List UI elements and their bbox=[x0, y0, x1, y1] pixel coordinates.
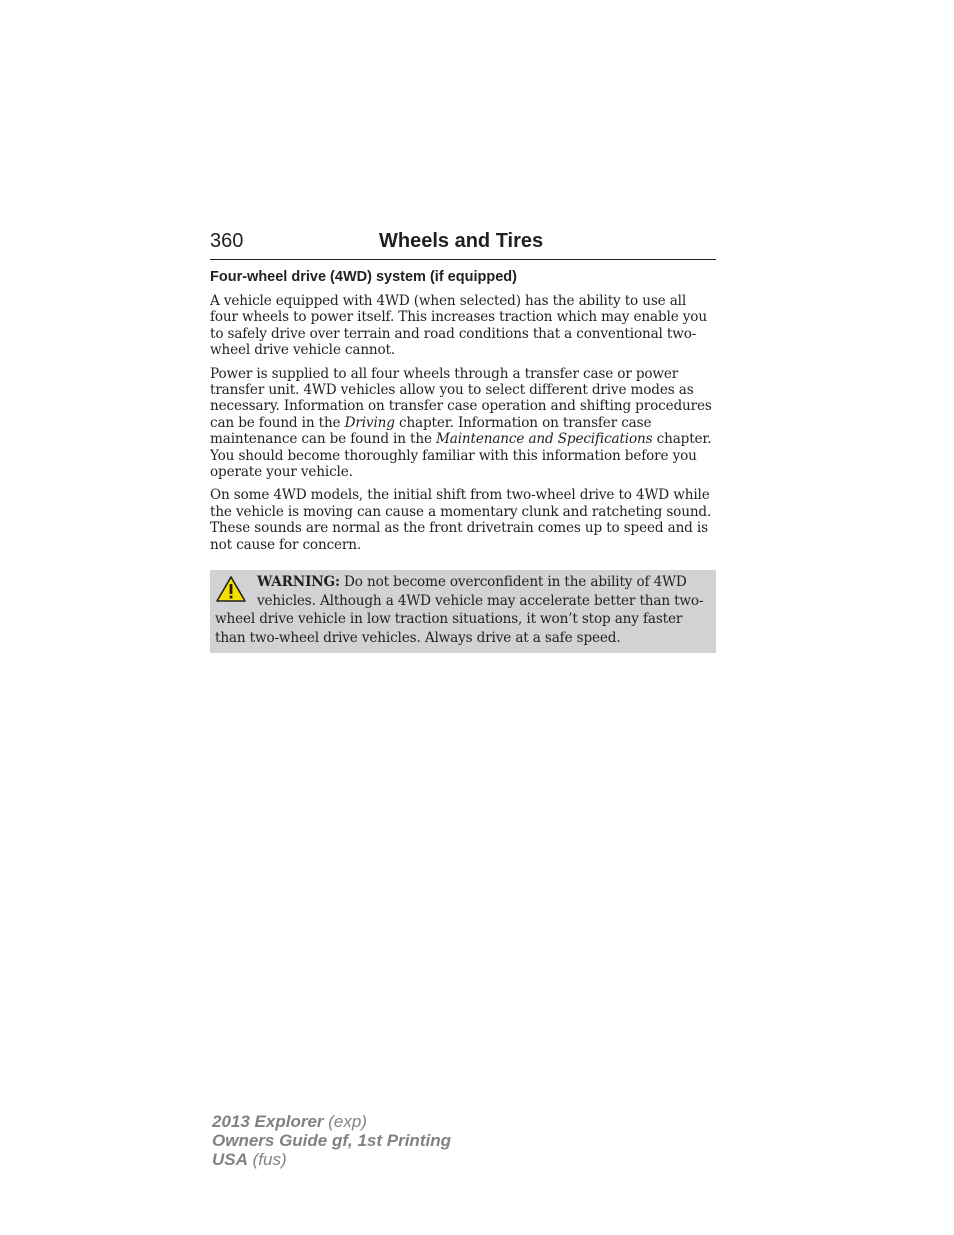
paragraph-2 bbox=[210, 366, 716, 481]
section-heading: Four-wheel drive (4WD) system (if equipped) bbox=[210, 269, 517, 285]
footer-market-code: (fus) bbox=[247, 1150, 287, 1169]
footer-line-2 bbox=[212, 1131, 451, 1150]
warning-text: Do not become overconfident in the ability of 4WD vehicles. Although a 4WD vehicle may accelerate better than two-wheel drive vehicle in low traction situations, it won’t stop any faster than two-wheel drive vehicles. Always drive at a safe speed. bbox=[215, 574, 704, 646]
footer-model: 2013 Explorer bbox=[212, 1112, 324, 1131]
page-header bbox=[210, 228, 716, 260]
footer-line-1 bbox=[212, 1112, 451, 1131]
footer-model-code: (exp) bbox=[323, 1112, 367, 1131]
warning-triangle-icon bbox=[215, 575, 247, 603]
document-footer bbox=[212, 1112, 451, 1169]
footer-guide: Owners Guide gf, 1st Printing bbox=[212, 1131, 451, 1150]
driving-chapter-reference: Driving bbox=[344, 414, 395, 431]
paragraph-3: On some 4WD models, the initial shift from two-wheel drive to 4WD while the vehicle is moving can cause a momentary clunk and ratcheting sound. These sounds are normal as the front drivetrain comes up to speed and is not cause for concern. bbox=[210, 487, 712, 553]
footer-line-3 bbox=[212, 1150, 451, 1169]
footer-market: USA bbox=[212, 1150, 248, 1169]
maintenance-chapter-reference: Maintenance and Specifications bbox=[436, 431, 653, 448]
paragraph-2-part-3: chapter. You should become thoroughly familiar with this information before you operate your vehicle. bbox=[210, 431, 712, 481]
paragraph-1: A vehicle equipped with 4WD (when selected) has the ability to use all four wheels to power itself. This increases traction which may enable you to safely drive over terrain and road conditions that a conventional two-wheel drive vehicle cannot. bbox=[210, 293, 707, 359]
paragraph-2-part-1: Power is supplied to all four wheels through a transfer case or power transfer unit. 4WD vehicles allow you to select different drive modes as necessary. Information on transfer case operation and shifting procedures can be found in the bbox=[210, 365, 712, 431]
paragraph-2-part-2: chapter. Information on transfer case maintenance can be found in the bbox=[210, 414, 652, 448]
page-number: 360 bbox=[210, 230, 244, 252]
warning-box bbox=[210, 570, 716, 653]
main-content bbox=[210, 267, 716, 653]
warning-label: WARNING: bbox=[257, 574, 340, 591]
chapter-title: Wheels and Tires bbox=[379, 230, 544, 252]
